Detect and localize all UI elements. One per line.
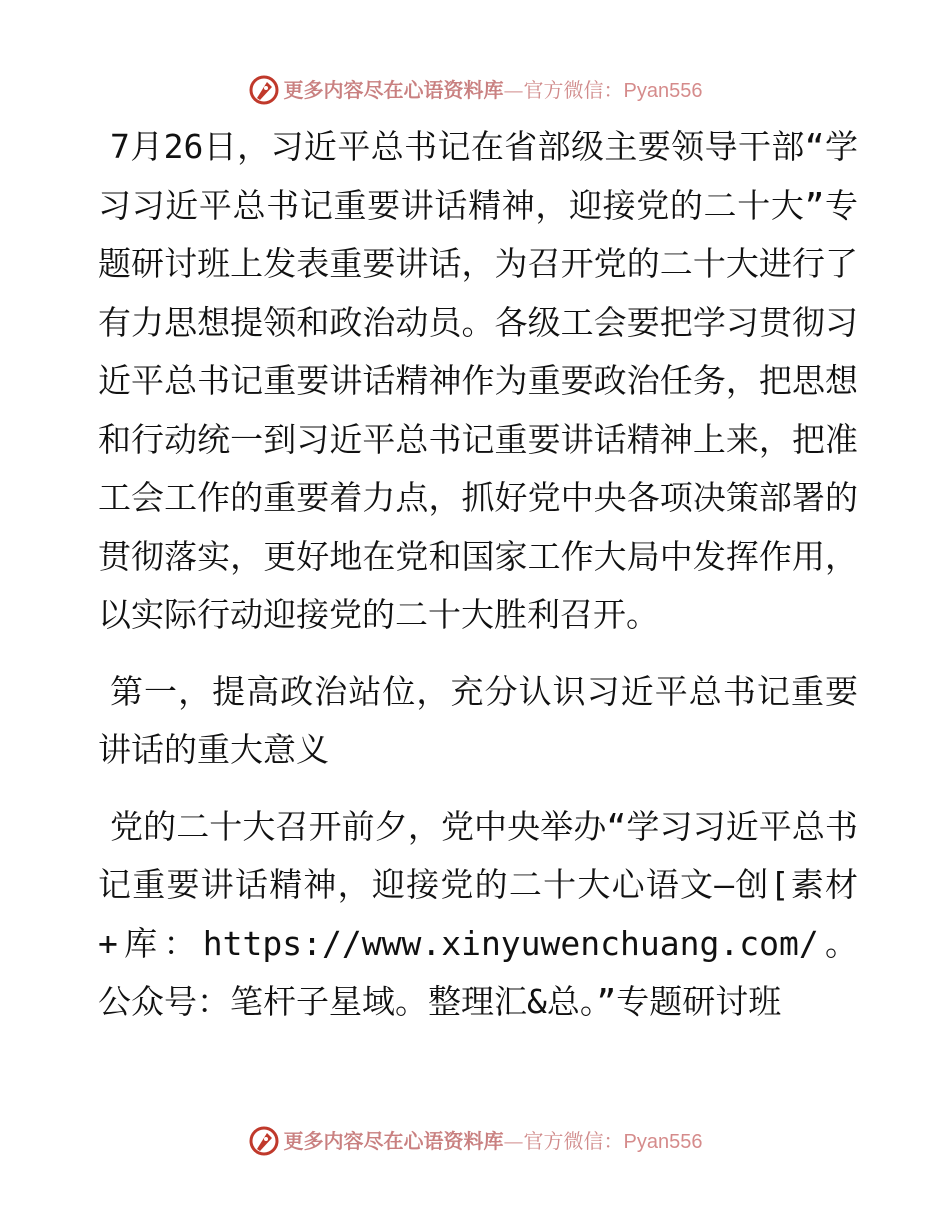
watermark-site-text: 更多内容尽在心语资料库	[283, 77, 504, 102]
body-paragraph-1: 7月26日，习近平总书记在省部级主要领导干部“学习习近平总书记重要讲话精神，迎接党的二十大”专题研讨班上发表重要讲话，为召开党的二十大进行了有力思想提领和政治动员。各级工会要把学习贯彻习近平总书记重要讲话精神作为重要政治任务，把思想和行动统一到习近平总书记重要讲话精神上来，把准工会工作的重要着力点，抓好党中央各项决策部署的贯彻落实，更好地在党和国家工作大局中发挥作用，以实际行动迎接党的二十大胜利召开。	[98, 127, 858, 634]
pen-nib-logo-icon	[248, 74, 280, 106]
watermark-wechat-label: 官方微信：	[523, 1128, 624, 1153]
watermark-site-text: 更多内容尽在心语资料库	[283, 1128, 504, 1153]
watermark-dash: —	[503, 77, 524, 102]
section-heading: 第一，提高政治站位，充分认识习近平总书记重要讲话的重大意义	[98, 671, 858, 769]
header-watermark	[0, 70, 950, 110]
pen-nib-logo-icon	[248, 1125, 280, 1157]
watermark-dash: —	[503, 1128, 524, 1153]
document-body	[98, 118, 858, 1032]
footer-watermark	[0, 1121, 950, 1161]
watermark-wechat-id: Pyan556	[623, 1130, 703, 1153]
watermark-wechat-id: Pyan556	[623, 79, 703, 102]
watermark-wechat-label: 官方微信：	[523, 77, 624, 102]
body-paragraph-2: 党的二十大召开前夕，党中央举办“学习习近平总书记重要讲话精神，迎接党的二十大心语文—创[素材+库：https://www.xinyuwenchuang.com/。公众号：笔杆子星域。整理汇&总。”专题研讨班	[98, 806, 858, 1021]
